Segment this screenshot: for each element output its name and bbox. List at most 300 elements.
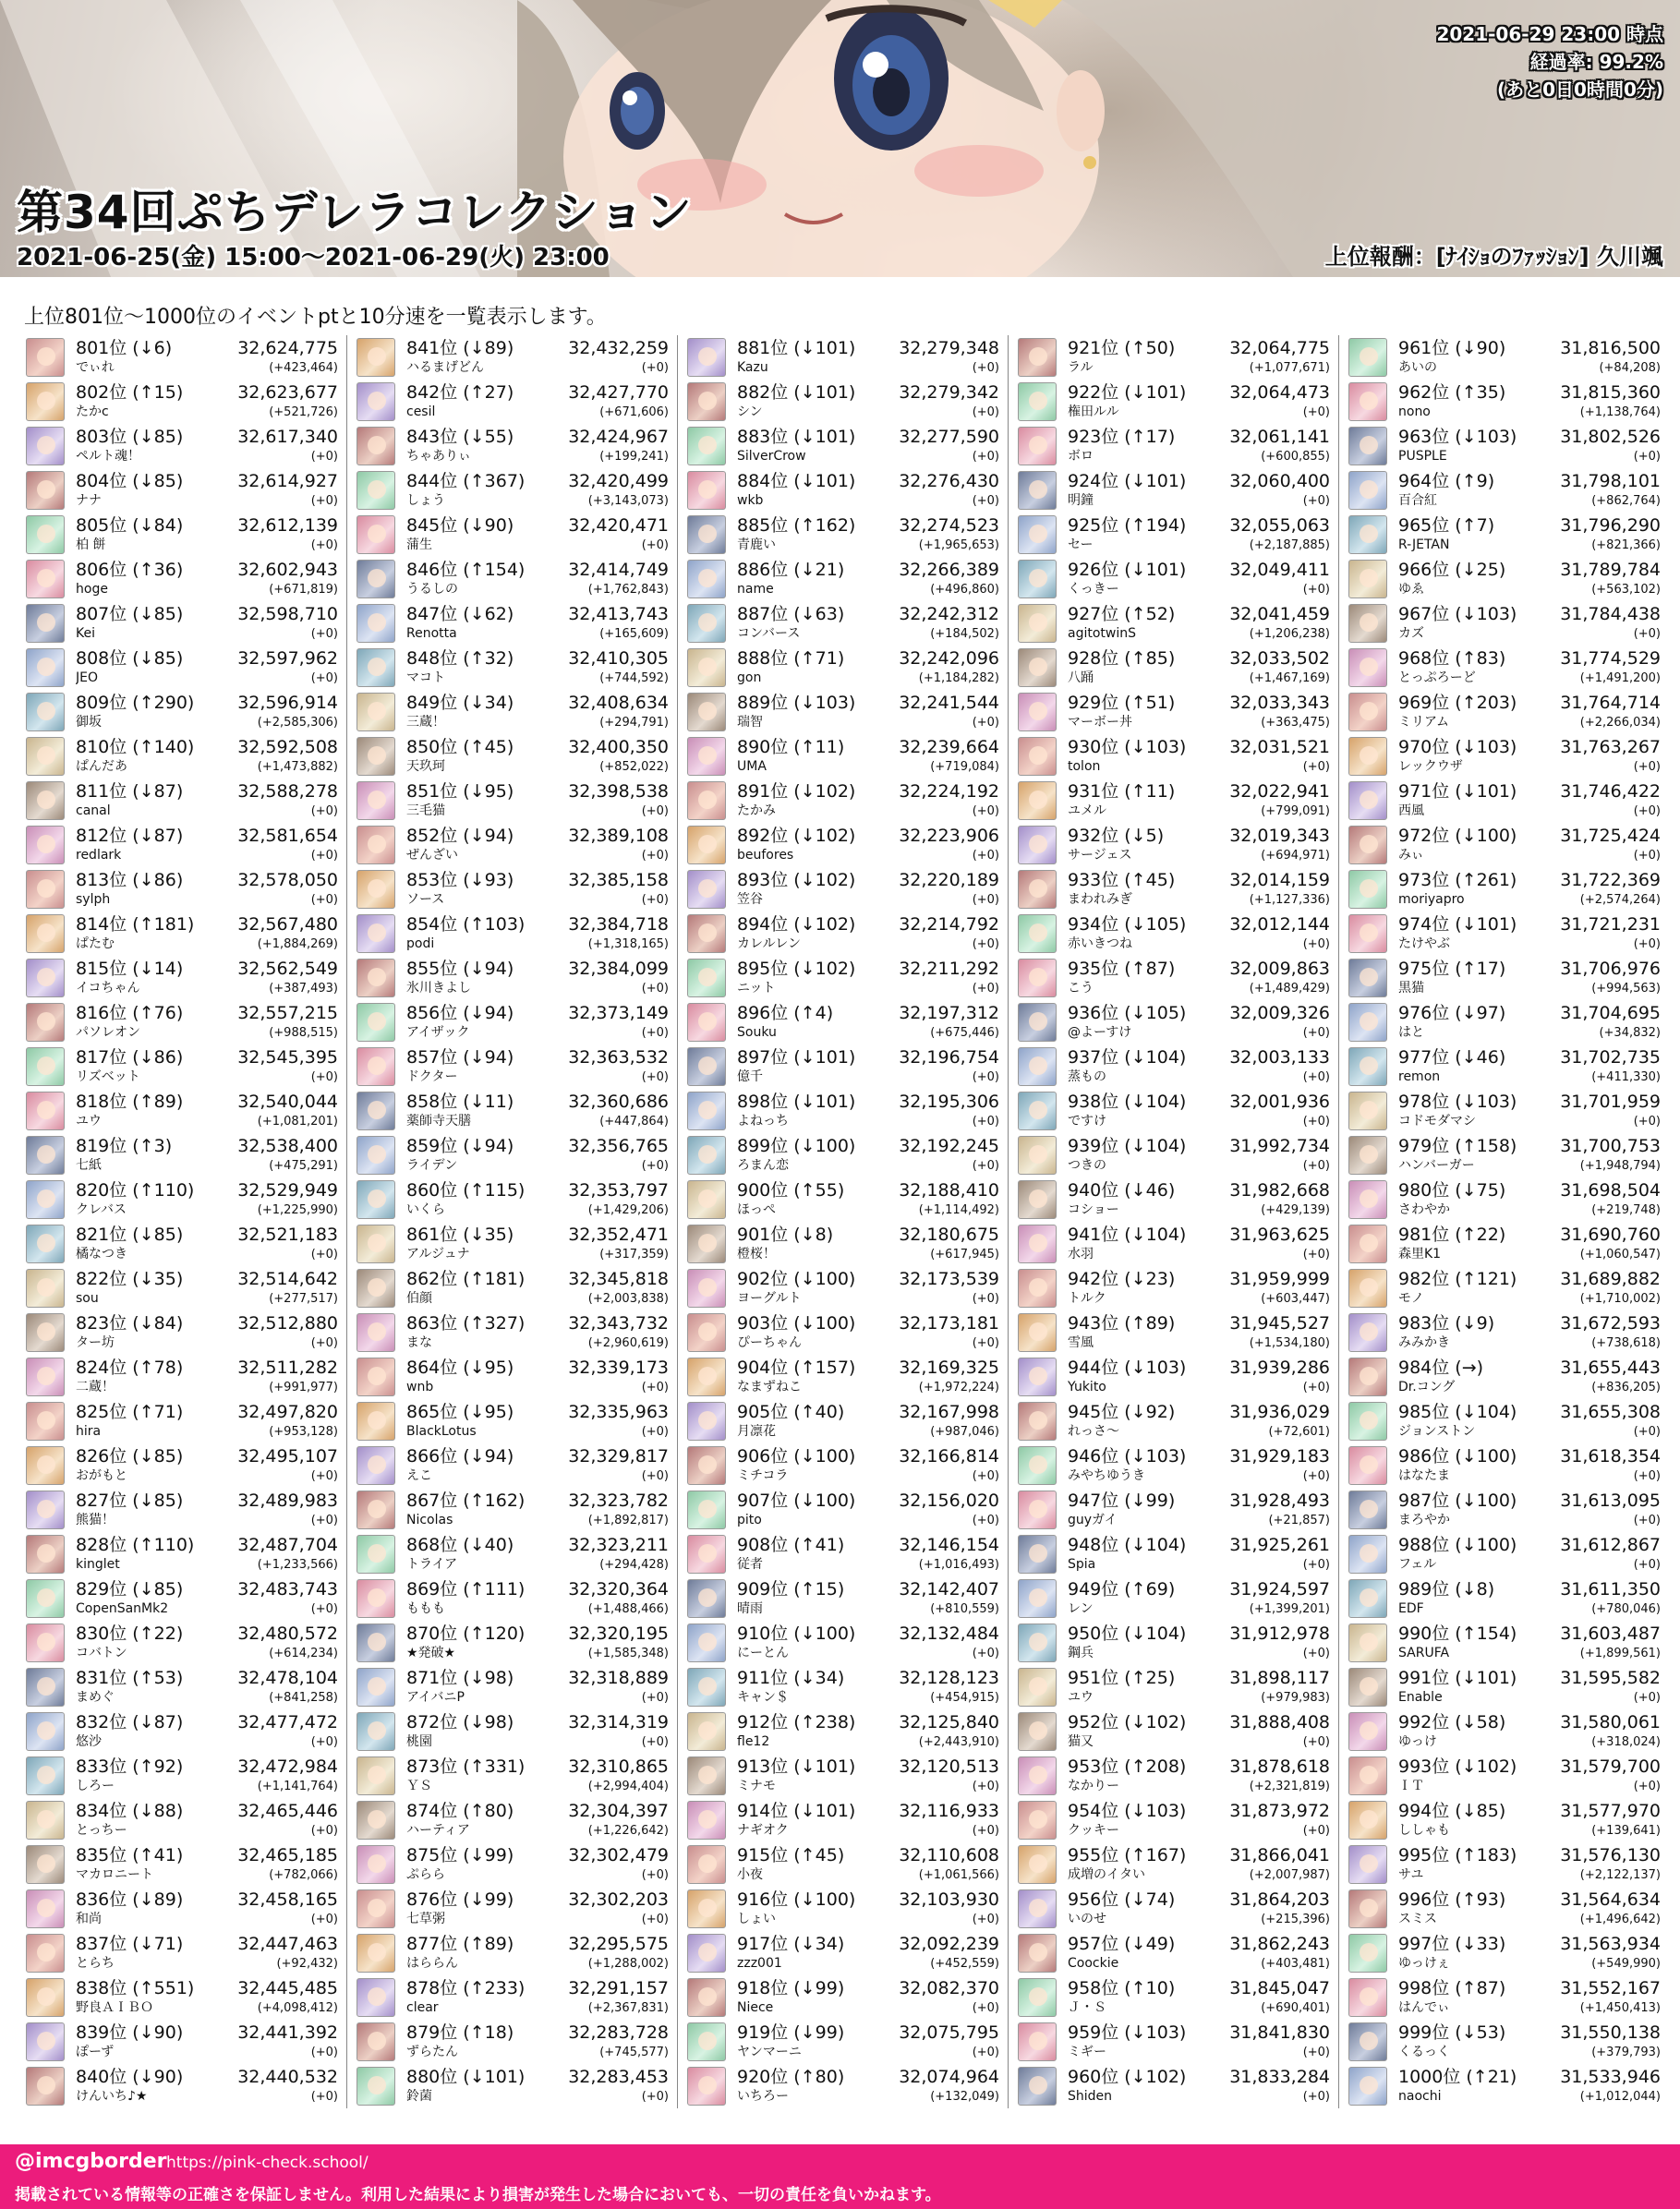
player-name: Ｊ・Ｓ: [1068, 2000, 1106, 2015]
player-name: guyガイ: [1068, 1513, 1118, 1527]
ten-minute-speed: (+139,641): [1591, 1824, 1661, 1838]
event-points: 32,512,880: [237, 1313, 338, 1334]
event-points: 32,146,154: [899, 1535, 999, 1555]
ranking-entry: [1347, 1887, 1661, 1931]
rank-label: 872位 (↓98): [406, 1712, 514, 1732]
ranking-entry: [1016, 468, 1330, 513]
avatar-icon: [357, 1313, 395, 1352]
event-points: 32,074,964: [899, 2067, 999, 2087]
event-points: 32,033,343: [1229, 693, 1330, 713]
avatar-icon: [1348, 693, 1387, 731]
player-name: 西風: [1398, 803, 1424, 818]
event-points: 31,533,946: [1560, 2067, 1661, 2087]
ranking-entry: [1016, 2064, 1330, 2108]
ten-minute-speed: (+0): [972, 849, 999, 863]
player-name: ジョンストン: [1398, 1424, 1476, 1439]
event-points: 31,700,753: [1560, 1136, 1661, 1156]
ranking-entry: [1347, 1044, 1661, 1089]
player-name: ヤンマーニ: [737, 2045, 802, 2059]
player-name: 蒸もの: [1068, 1069, 1106, 1084]
ten-minute-speed: (+0): [1302, 1824, 1330, 1838]
avatar-icon: [26, 826, 65, 864]
event-points: 32,495,107: [237, 1446, 338, 1467]
avatar-icon: [687, 1978, 726, 2017]
rank-label: 853位 (↓93): [406, 870, 514, 890]
rank-label: 802位 (↑15): [76, 382, 184, 403]
avatar-icon: [687, 2022, 726, 2061]
rank-label: 835位 (↑41): [76, 1845, 184, 1865]
rank-label: 937位 (↓104): [1068, 1047, 1187, 1068]
ten-minute-speed: (+411,330): [1591, 1070, 1661, 1084]
avatar-icon: [687, 870, 726, 909]
ten-minute-speed: (+799,091): [1261, 804, 1330, 818]
avatar-icon: [1018, 914, 1057, 953]
avatar-icon: [687, 1889, 726, 1928]
event-points: 31,618,354: [1560, 1446, 1661, 1467]
event-points: 32,173,181: [899, 1313, 999, 1334]
ten-minute-speed: (+0): [972, 450, 999, 464]
avatar-icon: [357, 604, 395, 643]
event-points: 31,552,167: [1560, 1978, 1661, 1998]
rank-label: 935位 (↑87): [1068, 959, 1176, 979]
ranking-entry: [685, 1887, 999, 1931]
player-name: カレルレン: [737, 936, 801, 951]
ten-minute-speed: (+614,234): [269, 1647, 338, 1660]
event-points: 32,166,814: [899, 1446, 999, 1467]
ten-minute-speed: (+0): [972, 1469, 999, 1483]
ranking-entry: [1016, 1532, 1330, 1576]
rank-label: 863位 (↑327): [406, 1313, 526, 1334]
avatar-icon: [357, 1668, 395, 1707]
avatar-icon: [1018, 1047, 1057, 1086]
ten-minute-speed: (+0): [641, 2090, 669, 2104]
avatar-icon: [1348, 1358, 1387, 1396]
rank-label: 944位 (↓103): [1068, 1358, 1187, 1378]
event-points: 32,339,173: [568, 1358, 669, 1378]
avatar-icon: [687, 1446, 726, 1485]
player-name: けんいち♪★: [76, 2089, 148, 2104]
rank-label: 886位 (↓21): [737, 560, 845, 580]
ten-minute-speed: (+1,892,817): [587, 1514, 669, 1527]
player-name: ゆっけ: [1398, 1734, 1437, 1749]
event-points: 32,598,710: [237, 604, 338, 624]
avatar-icon: [687, 1402, 726, 1441]
ranking-entry: [1016, 2020, 1330, 2064]
avatar-icon: [1348, 1934, 1387, 1973]
event-points: 32,472,984: [237, 1756, 338, 1777]
player-name: ハーティア: [406, 1823, 470, 1838]
player-name: PUSPLE: [1398, 449, 1447, 464]
ranking-entry: [24, 1443, 338, 1488]
ranking-entry: [1347, 911, 1661, 956]
ten-minute-speed: (+0): [972, 494, 999, 508]
event-points: 31,802,526: [1560, 427, 1661, 447]
ten-minute-speed: (+2,585,306): [257, 716, 338, 730]
ten-minute-speed: (+294,428): [599, 1558, 669, 1572]
rank-label: 939位 (↓104): [1068, 1136, 1187, 1156]
player-name: R-JETAN: [1398, 537, 1450, 552]
ranking-entry: [355, 513, 669, 557]
rank-label: 813位 (↓86): [76, 870, 184, 890]
event-points: 32,356,765: [568, 1136, 669, 1156]
player-name: 赤いきつね: [1068, 936, 1132, 951]
event-points: 32,363,532: [568, 1047, 669, 1068]
ten-minute-speed: (+1,012,044): [1579, 2090, 1661, 2104]
ten-minute-speed: (+0): [641, 1070, 669, 1084]
player-name: みぃ: [1398, 848, 1424, 863]
player-name: ラル: [1068, 360, 1094, 375]
player-name: トライア: [406, 1557, 458, 1572]
ranking-entry: [1347, 335, 1661, 380]
player-name: ちゃありぃ: [406, 449, 471, 464]
ten-minute-speed: (+2,266,034): [1579, 716, 1661, 730]
avatar-icon: [1348, 1313, 1387, 1352]
ten-minute-speed: (+0): [972, 1647, 999, 1660]
avatar-icon: [1018, 1358, 1057, 1396]
event-points: 31,939,286: [1229, 1358, 1330, 1378]
ranking-entry: [685, 956, 999, 1000]
player-name: 億千: [737, 1069, 763, 1084]
player-name: マーボー丼: [1068, 715, 1132, 730]
player-name: BlackLotus: [406, 1424, 477, 1439]
avatar-icon: [1018, 1934, 1057, 1973]
event-points: 32,019,343: [1229, 826, 1330, 846]
player-name: マカロニート: [76, 1867, 153, 1882]
rank-label: 928位 (↑85): [1068, 648, 1176, 669]
player-name: たかc: [76, 404, 109, 419]
rank-label: 961位 (↓90): [1398, 338, 1506, 358]
player-name: 猫又: [1068, 1734, 1094, 1749]
rank-label: 810位 (↑140): [76, 737, 195, 757]
player-name: パソレオン: [76, 1025, 140, 1040]
event-points: 31,862,243: [1229, 1934, 1330, 1954]
rank-label: 969位 (↑203): [1398, 693, 1517, 713]
player-name: 二蔵！: [76, 1380, 115, 1394]
player-name: なかりー: [1068, 1779, 1119, 1793]
ranking-entry: [685, 1044, 999, 1089]
event-points: 32,410,305: [568, 648, 669, 669]
avatar-icon: [1348, 2067, 1387, 2106]
player-name: Nicolas: [406, 1513, 453, 1527]
ten-minute-speed: (+0): [972, 937, 999, 951]
event-points: 32,314,319: [568, 1712, 669, 1732]
event-points: 32,279,342: [899, 382, 999, 403]
ten-minute-speed: (+841,258): [269, 1691, 338, 1705]
player-name: 桃園: [406, 1734, 432, 1749]
rank-label: 812位 (↓87): [76, 826, 184, 846]
event-points: 32,624,775: [237, 338, 338, 358]
ten-minute-speed: (+1,473,882): [257, 760, 338, 774]
avatar-icon: [1018, 1624, 1057, 1662]
ranking-entry: [685, 1443, 999, 1488]
avatar-icon: [1348, 338, 1387, 377]
rank-label: 809位 (↑290): [76, 693, 195, 713]
avatar-icon: [1018, 382, 1057, 421]
ranking-entry: [355, 1133, 669, 1177]
player-name: ハるまげどん: [406, 360, 484, 375]
ranking-entry: [24, 1975, 338, 2020]
avatar-icon: [1018, 1978, 1057, 2017]
avatar-icon: [687, 1934, 726, 1973]
ten-minute-speed: (+2,960,619): [587, 1336, 669, 1350]
player-name: @よーすけ: [1068, 1025, 1132, 1040]
event-points: 32,302,203: [568, 1889, 669, 1910]
avatar-icon: [1348, 1978, 1387, 2017]
avatar-icon: [1018, 1712, 1057, 1751]
avatar-icon: [26, 1756, 65, 1795]
avatar-icon: [1348, 781, 1387, 820]
ten-minute-speed: (+3,143,073): [587, 494, 669, 508]
avatar-icon: [1018, 1269, 1057, 1308]
player-name: つきの: [1068, 1158, 1106, 1173]
ten-minute-speed: (+0): [641, 1425, 669, 1439]
event-points: 32,169,325: [899, 1358, 999, 1378]
rank-label: 803位 (↓85): [76, 427, 184, 447]
player-name: Dr.コング: [1398, 1380, 1456, 1394]
player-name: Spia: [1068, 1557, 1096, 1572]
player-name: sou: [76, 1291, 99, 1306]
player-name: 森里K1: [1398, 1247, 1442, 1261]
ranking-entry: [355, 734, 669, 779]
player-name: SARUFA: [1398, 1646, 1450, 1660]
player-name: コンバース: [737, 626, 801, 641]
rank-label: 934位 (↓105): [1068, 914, 1187, 935]
avatar-icon: [1348, 1003, 1387, 1042]
avatar-icon: [357, 648, 395, 687]
avatar-icon: [1018, 1845, 1057, 1884]
ten-minute-speed: (+719,084): [930, 760, 999, 774]
ten-minute-speed: (+0): [972, 1514, 999, 1527]
avatar-icon: [357, 382, 395, 421]
rank-label: 970位 (↓103): [1398, 737, 1517, 757]
avatar-icon: [1348, 382, 1387, 421]
player-name: ミナモ: [737, 1779, 776, 1793]
avatar-icon: [1018, 1402, 1057, 1441]
player-name: みやちゆうき: [1068, 1468, 1145, 1483]
ten-minute-speed: (+0): [641, 361, 669, 375]
ranking-entry: [1347, 1266, 1661, 1310]
ten-minute-speed: (+2,574,264): [1579, 893, 1661, 907]
event-points: 32,055,063: [1229, 515, 1330, 536]
ranking-entry: [685, 2064, 999, 2108]
event-points: 32,224,192: [899, 781, 999, 802]
avatar-icon: [1018, 560, 1057, 598]
ranking-entry: [355, 1798, 669, 1842]
rank-label: 852位 (↓94): [406, 826, 514, 846]
event-points: 31,864,203: [1229, 1889, 1330, 1910]
player-name: ＹＳ: [406, 1779, 432, 1793]
rank-label: 989位 (↓8): [1398, 1579, 1495, 1599]
ten-minute-speed: (+810,559): [930, 1602, 999, 1616]
ten-minute-speed: (+379,793): [1591, 2046, 1661, 2059]
avatar-icon: [687, 959, 726, 997]
player-name: wkb: [737, 493, 764, 508]
avatar-icon: [687, 1313, 726, 1352]
ten-minute-speed: (+452,559): [930, 1957, 999, 1971]
rank-label: 842位 (↑27): [406, 382, 514, 403]
ranking-entry: [24, 1665, 338, 1709]
rank-label: 897位 (↓101): [737, 1047, 856, 1068]
event-points: 32,033,502: [1229, 648, 1330, 669]
event-points: 32,538,400: [237, 1136, 338, 1156]
event-points: 32,478,104: [237, 1668, 338, 1688]
player-name: kinglet: [76, 1557, 120, 1572]
ranking-entry: [685, 1355, 999, 1399]
ranking-column: [355, 335, 669, 2108]
event-points: 32,384,099: [568, 959, 669, 979]
rank-label: 879位 (↑18): [406, 2022, 514, 2043]
rank-label: 906位 (↓100): [737, 1446, 856, 1467]
player-name: ほっぺ: [737, 1202, 776, 1217]
ten-minute-speed: (+0): [1302, 1159, 1330, 1173]
avatar-icon: [1348, 1579, 1387, 1618]
ranking-entry: [1016, 823, 1330, 867]
avatar-icon: [26, 648, 65, 687]
avatar-icon: [1348, 604, 1387, 643]
ten-minute-speed: (+0): [641, 1913, 669, 1926]
ranking-entry: [355, 2064, 669, 2108]
player-name: サージェス: [1068, 848, 1132, 863]
player-name: クレバス: [76, 1202, 127, 1217]
event-points: 32,557,215: [237, 1003, 338, 1023]
rank-label: 884位 (↓101): [737, 471, 856, 491]
ranking-entry: [24, 1709, 338, 1754]
player-name: clear: [406, 2000, 439, 2015]
avatar-icon: [1018, 1579, 1057, 1618]
player-name: ＩＴ: [1398, 1779, 1424, 1793]
event-points: 32,214,792: [899, 914, 999, 935]
event-points: 32,003,133: [1229, 1047, 1330, 1068]
avatar-icon: [26, 1047, 65, 1086]
avatar-icon: [26, 1313, 65, 1352]
ranking-entry: [355, 1754, 669, 1798]
ten-minute-speed: (+782,066): [269, 1868, 338, 1882]
column-divider: [1008, 335, 1009, 2108]
ranking-entry: [24, 1044, 338, 1089]
ten-minute-speed: (+0): [641, 849, 669, 863]
rank-label: 910位 (↓100): [737, 1624, 856, 1644]
ranking-entry: [355, 646, 669, 690]
ranking-entry: [685, 1000, 999, 1044]
rank-label: 923位 (↑17): [1068, 427, 1176, 447]
avatar-icon: [357, 1047, 395, 1086]
avatar-icon: [26, 382, 65, 421]
ranking-entry: [24, 1754, 338, 1798]
player-name: beufores: [737, 848, 794, 863]
event-points: 32,514,642: [237, 1269, 338, 1289]
player-name: 伯顔: [406, 1291, 432, 1306]
event-points: 32,167,998: [899, 1402, 999, 1422]
event-points: 31,563,934: [1560, 1934, 1661, 1954]
ten-minute-speed: (+1,948,794): [1579, 1159, 1661, 1173]
rank-label: 957位 (↓49): [1068, 1934, 1176, 1954]
ranking-entry: [355, 1177, 669, 1222]
twitter-handle[interactable]: @imcgborder: [15, 2150, 167, 2173]
ten-minute-speed: (+454,915): [930, 1691, 999, 1705]
ranking-entry: [1016, 867, 1330, 911]
player-name: 八踊: [1068, 670, 1094, 685]
ranking-entry: [24, 1089, 338, 1133]
event-points: 32,009,326: [1229, 1003, 1330, 1023]
ranking-entry: [355, 1931, 669, 1975]
event-points: 31,655,443: [1560, 1358, 1661, 1378]
avatar-icon: [357, 338, 395, 377]
ten-minute-speed: (+1,488,466): [587, 1602, 669, 1616]
site-link[interactable]: https://pink-check.school/: [166, 2154, 369, 2172]
player-name: hoge: [76, 582, 108, 597]
ten-minute-speed: (+1,127,336): [1249, 893, 1330, 907]
ranking-entry: [685, 867, 999, 911]
rank-label: 846位 (↑154): [406, 560, 526, 580]
rank-label: 831位 (↑53): [76, 1668, 184, 1688]
event-points: 31,845,047: [1229, 1978, 1330, 1998]
event-points: 32,562,549: [237, 959, 338, 979]
event-points: 32,343,732: [568, 1313, 669, 1334]
event-points: 32,581,654: [237, 826, 338, 846]
avatar-icon: [1348, 1756, 1387, 1795]
avatar-icon: [357, 2067, 395, 2106]
avatar-icon: [26, 604, 65, 643]
event-points: 31,992,734: [1229, 1136, 1330, 1156]
player-name: フェル: [1398, 1557, 1437, 1572]
avatar-icon: [687, 737, 726, 776]
avatar-icon: [687, 1845, 726, 1884]
rank-label: 867位 (↑162): [406, 1491, 526, 1511]
event-points: 32,239,664: [899, 737, 999, 757]
player-name: 黒猫: [1398, 981, 1424, 996]
player-name: wnb: [406, 1380, 434, 1394]
avatar-icon: [1018, 1136, 1057, 1175]
ten-minute-speed: (+821,366): [1591, 538, 1661, 552]
ranking-entry: [355, 690, 669, 734]
ranking-entry: [685, 1975, 999, 2020]
rank-label: 815位 (↓14): [76, 959, 184, 979]
rank-label: 962位 (↑35): [1398, 382, 1506, 403]
ranking-entry: [685, 1621, 999, 1665]
avatar-icon: [687, 1003, 726, 1042]
ranking-entry: [1347, 1798, 1661, 1842]
rank-label: 958位 (↑10): [1068, 1978, 1176, 1998]
rank-label: 963位 (↓103): [1398, 427, 1517, 447]
ten-minute-speed: (+738,618): [1591, 1336, 1661, 1350]
player-name: ぴーちゃん: [737, 1335, 802, 1350]
avatar-icon: [26, 1180, 65, 1219]
player-name: はんでぃ: [1398, 2000, 1450, 2015]
ranking-entry: [1347, 1443, 1661, 1488]
disclaimer: 掲載されている情報等の正確さを保証しません。利用した結果により損害が発生した場合においても、一切の責任を負いかねます。: [15, 2186, 941, 2204]
avatar-icon: [1018, 515, 1057, 554]
avatar-icon: [1018, 604, 1057, 643]
avatar-icon: [357, 1801, 395, 1840]
avatar-icon: [1348, 870, 1387, 909]
player-name: ぜんざい: [406, 848, 458, 863]
avatar-icon: [357, 1624, 395, 1662]
avatar-icon: [1018, 1092, 1057, 1130]
ten-minute-speed: (+0): [972, 1824, 999, 1838]
ten-minute-speed: (+0): [1633, 1558, 1661, 1572]
remaining-time: (あと0日0時間0分): [1496, 78, 1663, 101]
ranking-entry: [1016, 1709, 1330, 1754]
rank-label: 982位 (↑121): [1398, 1269, 1517, 1289]
ten-minute-speed: (+521,726): [269, 405, 338, 419]
player-name: remon: [1398, 1069, 1441, 1084]
ranking-entry: [1016, 1931, 1330, 1975]
rank-label: 913位 (↓101): [737, 1756, 856, 1777]
avatar-icon: [26, 515, 65, 554]
ten-minute-speed: (+277,517): [269, 1292, 338, 1306]
ten-minute-speed: (+363,475): [1261, 716, 1330, 730]
ranking-grid: [24, 335, 1659, 2108]
